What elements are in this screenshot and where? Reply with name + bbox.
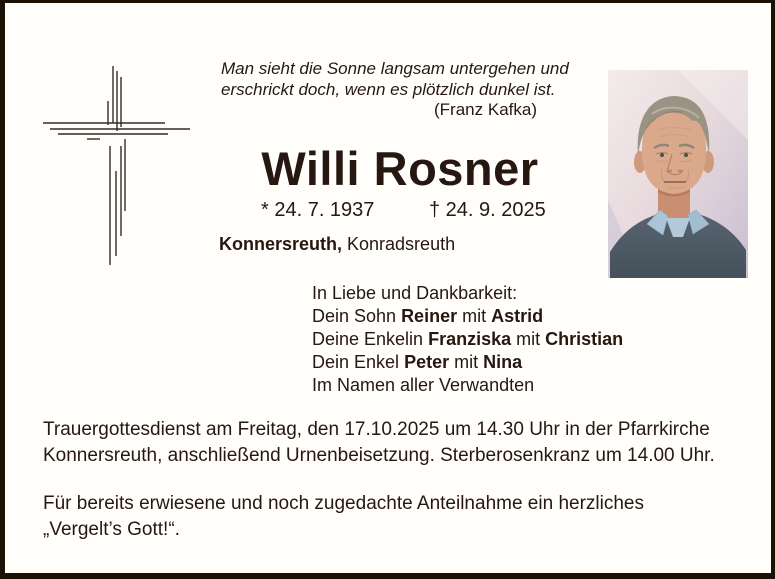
mourner-connector: mit: [457, 306, 492, 326]
residence-secondary: Konradsreuth: [342, 234, 456, 254]
mourner-prefix: Dein Enkel: [312, 352, 405, 372]
memorial-cross-svg: [40, 61, 195, 266]
deceased-name: Willi Rosner: [261, 142, 539, 195]
mourner-partner-name: Christian: [545, 329, 624, 349]
thanks-line-2: „Vergelt’s Gott!“.: [43, 519, 180, 540]
mourners-intro: In Liebe und Dankbarkeit:: [312, 283, 518, 303]
death-date: † 24. 9. 2025: [429, 199, 546, 221]
mourner-partner-name: Astrid: [491, 306, 544, 326]
thanks-line-1: Für bereits erwiesene und noch zugedachte Anteilnahme ein herzliches: [43, 493, 644, 514]
residence-line: [219, 233, 455, 255]
mourner-name: Peter: [404, 352, 450, 372]
mourners-outro: Im Namen aller Verwandten: [312, 375, 535, 395]
portrait-photo: [608, 70, 748, 278]
birth-date: * 24. 7. 1937: [261, 199, 375, 221]
portrait-photo-svg: [608, 70, 748, 278]
quote-line-2: erschrickt doch, wenn es plötzlich dunkel ist.: [221, 79, 556, 99]
mourner-name: Franziska: [428, 329, 512, 349]
service-details: [43, 417, 758, 469]
quote-line-1: Man sieht die Sonne langsam untergehen und: [221, 59, 569, 78]
mourner-line: [312, 351, 623, 374]
mourner-partner-name: Nina: [483, 352, 523, 372]
quote-attribution: (Franz Kafka): [434, 100, 537, 119]
thanks-block: [43, 491, 758, 543]
mourner-line: [312, 305, 623, 328]
mourner-line: [312, 328, 623, 351]
mourner-connector: mit: [449, 352, 484, 372]
memorial-cross-icon: [40, 61, 195, 266]
residence-primary: Konnersreuth,: [219, 234, 343, 254]
mourners-block: [312, 282, 623, 397]
mourner-connector: mit: [511, 329, 546, 349]
mourner-prefix: Dein Sohn: [312, 306, 402, 326]
mourner-name: Reiner: [401, 306, 458, 326]
mourner-prefix: Deine Enkelin: [312, 329, 429, 349]
quote-block: [221, 59, 569, 121]
service-line-1: Trauergottesdienst am Freitag, den 17.10.2025 um 14.30 Uhr in der Pfarrkirche: [43, 419, 710, 440]
service-line-2: Konnersreuth, anschließend Urnenbeisetzung. Sterberosenkranz um 14.00 Uhr.: [43, 445, 715, 466]
